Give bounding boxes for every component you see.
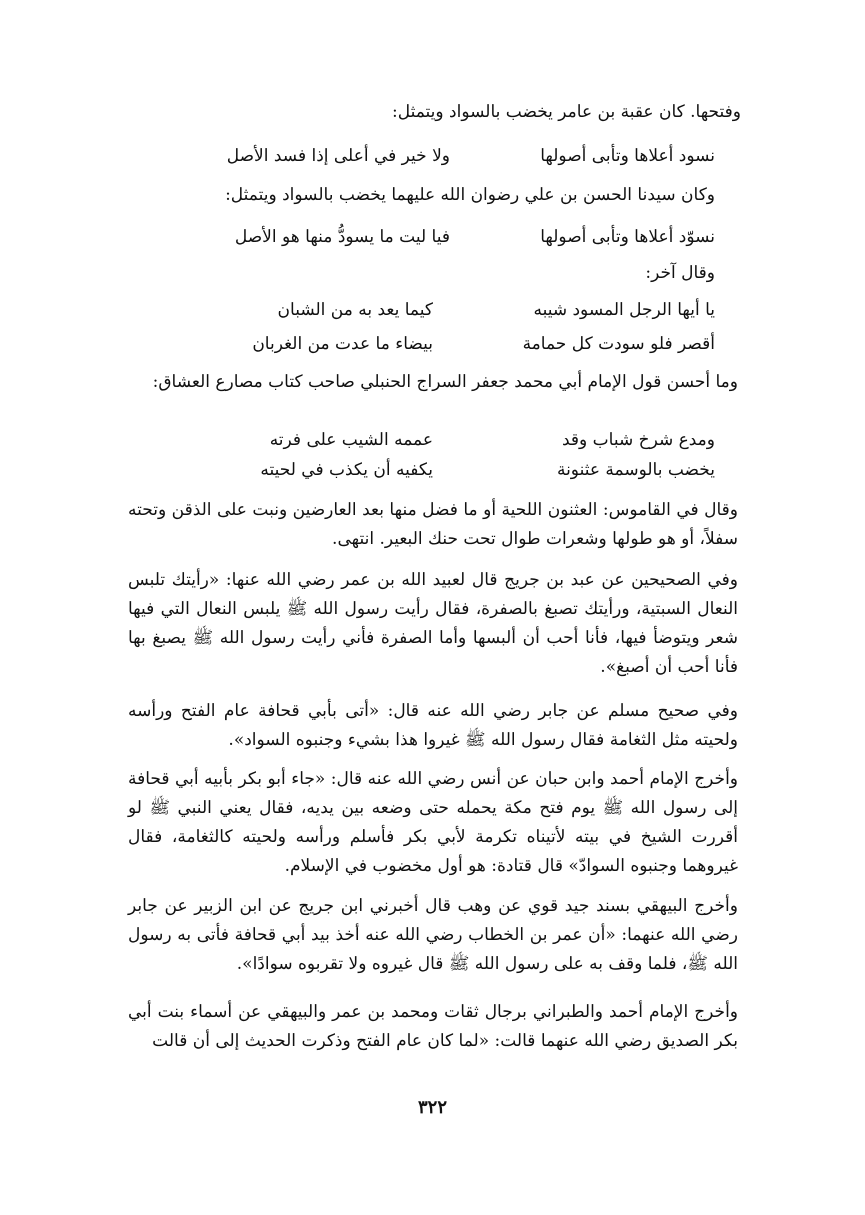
paragraph-qamus: وقال في القاموس: العثنون اللحية أو ما فضل منها بعد العارضين ونبت على الذقن وتحته سفلاً، أو هو طولها وشعرات طوال تحت حنك البعير. انتهى. [128,500,738,549]
verse-6-first-hemistich: يخضب بالوسمة عثنونة [556,460,715,480]
text-line-hasan: وكان سيدنا الحسن بن علي رضوان الله عليهما يخضب بالسواد ويتمثل: [225,185,715,205]
paragraph-ahmad: وأخرج الإمام أحمد وابن حبان عن أنس رضي الله عنه قال: «جاء أبو بكر بأبيه أبي قحافة إلى رسول الله ﷺ يوم فتح مكة يحمله حتى وضعه بين يديه، فقال يعني النبي ﷺ لو أقررت الشيخ في بيته لأتيناه تكرمة لأبي بكر فأسلم ورأسه ولحيته كالثغامة، فقال غيروهما وجنبوه السوادّ» قال قتادة: هو أول مخضوب في الإسلام. [128,769,738,876]
verse-5-first-hemistich: ومدع شرخ شباب وقد [561,430,715,450]
verse-2-first-hemistich: نسوّد أعلاها وتأبى أصولها [540,227,715,247]
verse-3-second-hemistich: كيما يعد به من الشبان [277,300,433,320]
verse-4-first-hemistich: أقصر فلو سودت كل حمامة [522,334,715,354]
paragraph-tabarani: وأخرج الإمام أحمد والطبراني برجال ثقات ومحمد بن عمر والبيهقي عن أسماء بنت أبي بكر الصديق رضي الله عنهما قالت: «لما كان عام الفتح وذكرت الحديث إلى أن قالت [128,1002,738,1051]
verse-2-second-hemistich: فيا ليت ما يسودُّ منها هو الأصل [234,227,450,247]
paragraph-muslim: وفي صحيح مسلم عن جابر رضي الله عنه قال: «أتى بأبي قحافة عام الفتح ورأسه ولحيته مثل الثغامة فقال رسول الله ﷺ غيروا هذا بشيء وجنبوه السواد». [128,701,738,750]
verse-6-second-hemistich: يكفيه أن يكذب في لحيته [260,460,433,480]
paragraph-sahihayn: وفي الصحيحين عن عبد بن جريج قال لعبيد الله بن عمر رضي الله عنها: «رأيتك تلبس النعال السبتية، ورأيتك تصبغ بالصفرة، فقال رأيت رسول الله ﷺ يلبس النعال التي فيها شعر ويتوضأ فيها، فأنا أحب أن ألبسها وأما الصفرة فأني رأيت رسول الله ﷺ يصبغ بها فأنا أحب أن أصبغ». [128,570,738,677]
verse-3-first-hemistich: يا أيها الرجل المسود شيبه [533,300,715,320]
paragraph-ashiq: وما أحسن قول الإمام أبي محمد جعفر السراج الحنبلي صاحب كتاب مصارع العشاق: [152,372,738,392]
paragraph-bayhaqi: وأخرج البيهقي بسند جيد قوي عن وهب قال أخبرني ابن جريج عن ابن الزبير عن جابر رضي الله عنهما: «أن عمر بن الخطاب رضي الله عنه أخذ بيد أبي قحافة فأتى به رسول الله ﷺ، فلما وقف به على رسول الله ﷺ قال غيروه ولا تقربوه سوادًا». [128,896,738,974]
verse-5-second-hemistich: عممه الشيب على فرته [269,430,433,450]
text-line-intro: وفتحها. كان عقبة بن عامر يخضب بالسواد ويتمثل: [391,102,741,122]
verse-1-second-hemistich: ولا خير في أعلى إذا فسد الأصل [226,146,450,166]
verse-4-second-hemistich: بيضاء ما عدت من الغربان [252,334,433,354]
page-number: ٣٢٢ [417,1097,447,1118]
text-line-qal-akhar: وقال آخر: [645,263,715,283]
verse-1-first-hemistich: نسود أعلاها وتأبى أصولها [540,146,715,166]
